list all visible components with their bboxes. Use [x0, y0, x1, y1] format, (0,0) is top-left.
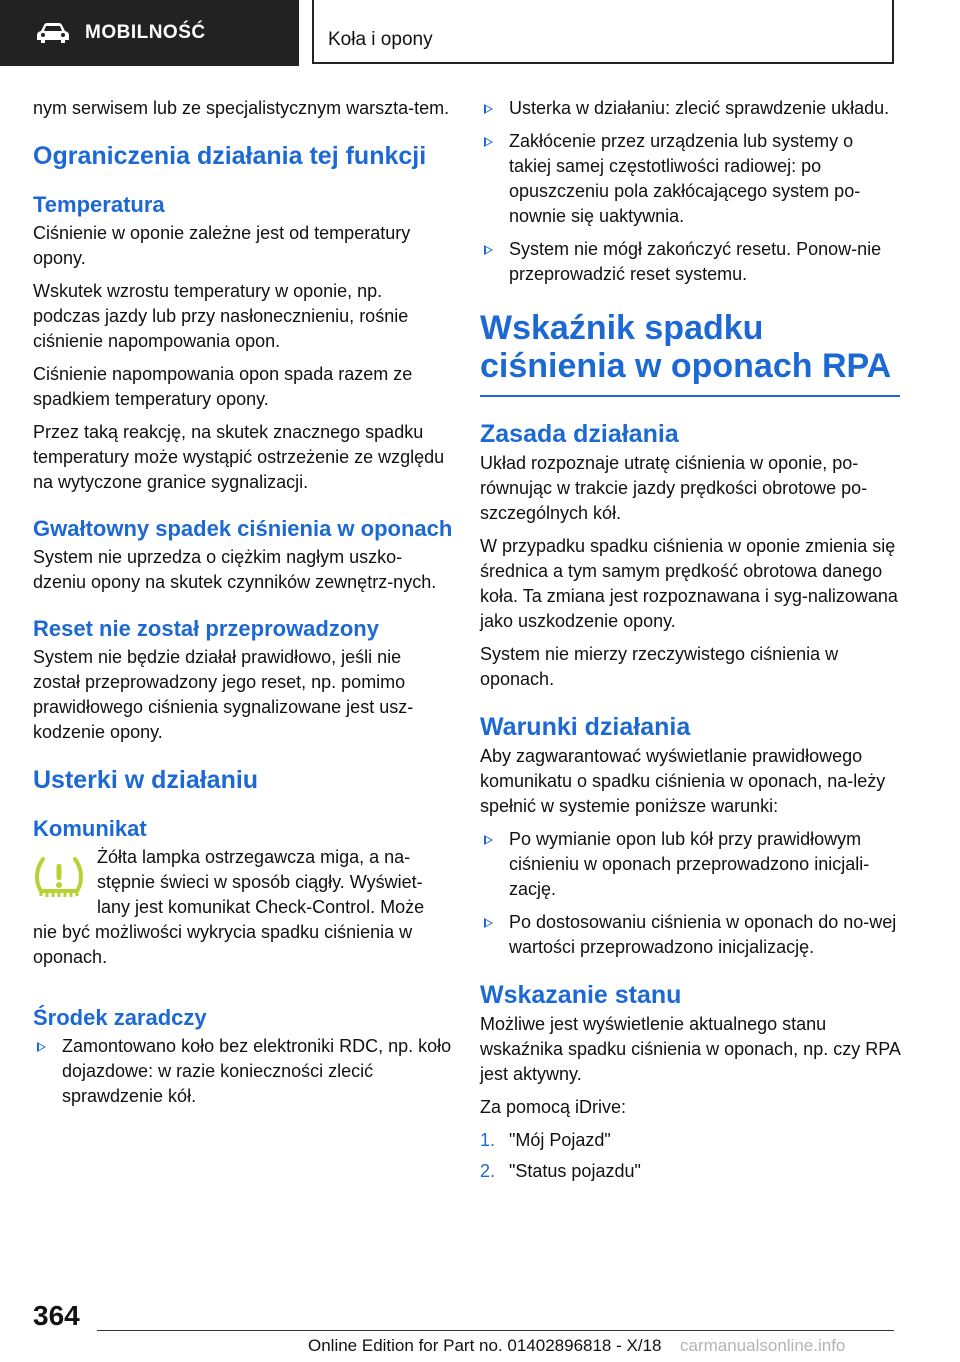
list-item: Po wymianie opon lub kół przy prawidłowym ciśnieniu w oponach przeprowadzono inicjali-zację. [480, 827, 900, 902]
page-number: 364 [33, 1300, 80, 1331]
heading-reset: Reset nie został przeprowadzony [33, 616, 379, 641]
heading-temperature: Temperatura [33, 192, 165, 217]
fault-list [480, 96, 900, 287]
step-item [480, 1128, 900, 1153]
paragraph: Możliwe jest wyświetlenie aktualnego stanu wskaźnika spadku ciśnienia w oponach, np. czy RPA jest aktywny. [480, 1014, 900, 1084]
list-item: System nie mógł zakończyć resetu. Ponow-nie przeprowadzić reset systemu. [480, 237, 900, 287]
step-text: "Mój Pojazd" [509, 1130, 611, 1150]
edition-text: Online Edition for Part no. 01402896818 - X/18 [308, 1336, 662, 1355]
paragraph: Przez taką reakcję, na skutek znacznego spadku temperatury może wystąpić ostrzeżenie ze względu na wytyczone granice sygnalizacji. [33, 422, 445, 492]
heading-faults: Usterki w działaniu [33, 766, 259, 794]
list-item: Usterka w działaniu: zlecić sprawdzenie układu. [480, 96, 900, 121]
watermark: carmanualsonline.info [680, 1336, 846, 1355]
paragraph: System nie uprzedza o ciężkim nagłym uszko-dzeniu opony na skutek czynników zewnętrz-nych. [33, 547, 437, 592]
heading-sudden-drop: Gwałtowny spadek ciśnienia w oponach [33, 516, 453, 541]
step-text: "Status pojazdu" [509, 1161, 641, 1181]
page-header [0, 0, 960, 66]
tire-pressure-warning-icon [33, 855, 85, 899]
heading-remedy: Środek zaradczy [33, 1005, 207, 1030]
car-icon [35, 22, 71, 44]
heading-limits: Ograniczenia działania tej funkcji [33, 142, 427, 170]
paragraph: W przypadku spadku ciśnienia w oponie zmienia się średnica a tym samym prędkość obrotowa danego koła. Ta zmiana jest rozpoznawana i syg-nalizowana jako uszkodzenie opony. [480, 536, 898, 631]
step-item [480, 1159, 900, 1184]
message-block [33, 845, 453, 978]
paragraph: Za pomocą iDrive: [480, 1097, 627, 1117]
list-item: Zakłócenie przez urządzenia lub systemy o takiej samej częstotliwości radiowej: po opuszczeniu pola zakłócającego system po-nownie się uaktywnia. [480, 129, 900, 229]
paragraph: System nie będzie działał prawidłowo, jeśli nie został przeprowadzony jego reset, np. pomimo prawidłowego ciśnienia sygnalizowane jest usz-kodzenie opony. [33, 647, 414, 742]
chapter-title: Koła i opony [328, 29, 433, 50]
paragraph: Układ rozpoznaje utratę ciśnienia w oponie, po-równując w trakcie jazdy prędkości obrotowe po-szczególnych kół. [480, 453, 868, 523]
paragraph: System nie mierzy rzeczywistego ciśnienia w oponach. [480, 644, 839, 689]
heading-message: Komunikat [33, 816, 147, 841]
steps-list [480, 1128, 900, 1184]
paragraph: Wskutek wzrostu temperatury w oponie, np. podczas jazdy lub przy nasłonecznieniu, rośnie ciśnienie napompowania opon. [33, 281, 409, 351]
chapter-box [312, 0, 894, 64]
intro-text: nym serwisem lub ze specjalistycznym warszta-tem. [33, 98, 450, 118]
footer-divider [97, 1330, 894, 1331]
paragraph: Ciśnienie w oponie zależne jest od temperatury opony. [33, 223, 411, 268]
paragraph: Żółta lampka ostrzegawcza miga, a na-stępnie świeci w sposób ciągły. Wyświet-lany jest komunikat Check-Control. Może nie być możliwości wykrycia spadku ciśnienia w oponach. [33, 847, 425, 967]
paragraph: Ciśnienie napompowania opon spada razem ze spadkiem temperatury opony. [33, 364, 413, 409]
remedy-list [33, 1034, 453, 1109]
section-label: MOBILNOŚĆ [85, 22, 206, 43]
heading-conditions: Warunki działania [480, 713, 691, 741]
section-tab [0, 0, 299, 66]
list-item: Zamontowano koło bez elektroniki RDC, np. koło dojazdowe: w razie konieczności zlecić sprawdzenie kół. [33, 1034, 453, 1109]
paragraph: Aby zagwarantować wyświetlanie prawidłowego komunikatu o spadku ciśnienia w oponach, na-leży spełnić w systemie poniższe warunki: [480, 746, 886, 816]
heading-principle: Zasada działania [480, 420, 679, 448]
right-column [480, 96, 900, 1190]
list-item: Po dostosowaniu ciśnienia w oponach do no-wej wartości przeprowadzono inicjalizację. [480, 910, 900, 960]
step-number: 1. [480, 1130, 496, 1150]
conditions-list [480, 827, 900, 960]
heading-status: Wskazanie stanu [480, 981, 682, 1009]
heading-rpa: Wskaźnik spadku ciśnienia w oponach RPA [480, 309, 900, 397]
step-number: 2. [480, 1161, 496, 1181]
left-column [33, 96, 453, 1119]
